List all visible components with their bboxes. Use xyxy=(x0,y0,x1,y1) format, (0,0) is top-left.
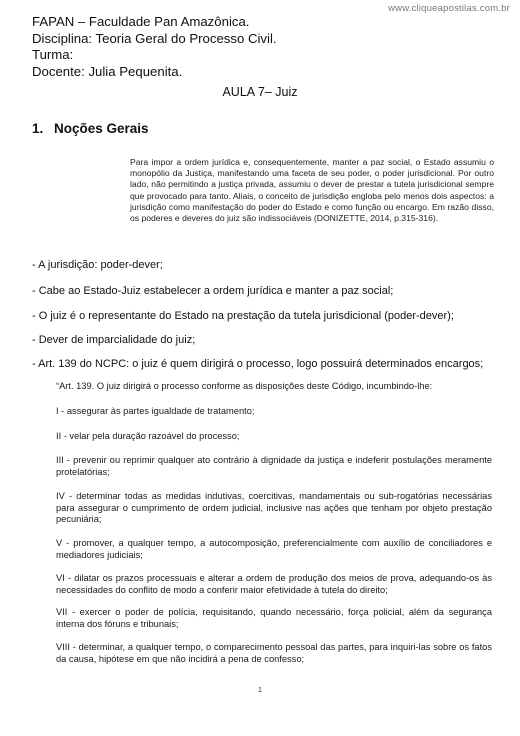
class-line: Turma: xyxy=(32,47,74,62)
article-item: IV - determinar todas as medidas indutivas, coercitivas, mandamentais ou sub-rogatórias necessárias para assegurar o cumprimento de ordem judicial, inclusive nas ações que tenham por objeto prestação pecuniária; xyxy=(56,491,492,525)
article-item: VII - exercer o poder de polícia, requisitando, quando necessário, força policial, além da segurança interna dos fóruns e tribunais; xyxy=(56,607,492,629)
section-number: 1. xyxy=(32,121,44,136)
watermark-url: www.cliqueapostilas.com.br xyxy=(388,3,510,14)
page-number: 1 xyxy=(257,685,263,694)
bullet-point: - Dever de imparcialidade do juiz; xyxy=(32,334,196,346)
section-title: Noções Gerais xyxy=(54,121,149,136)
bullet-point: - A jurisdição: poder-dever; xyxy=(32,259,163,271)
article-intro: “Art. 139. O juiz dirigirá o processo conforme as disposições deste Código, incumbindo-lhe: xyxy=(56,381,433,391)
discipline-line: Disciplina: Teoria Geral do Processo Civil. xyxy=(32,30,277,46)
document-header xyxy=(32,14,277,80)
lesson-title: AULA 7– Juiz xyxy=(222,85,298,99)
article-item: VIII - determinar, a qualquer tempo, o comparecimento pessoal das partes, para inquiri-las sobre os fatos da causa, hipótese em que não incidirá a pena de confesso; xyxy=(56,642,492,664)
bullet-point: - Art. 139 do NCPC: o juiz é quem dirigirá o processo, logo possuirá determinados encargos; xyxy=(32,358,484,370)
article-item: I - assegurar às partes igualdade de tratamento; xyxy=(56,406,255,416)
article-item: VI - dilatar os prazos processuais e alterar a ordem de produção dos meios de prova, adequando-os às necessidades do conflito de modo a conferir maior efetividade à tutela do direito; xyxy=(56,573,492,595)
article-item: II - velar pela duração razoável do processo; xyxy=(56,431,240,441)
article-item: III - prevenir ou reprimir qualquer ato contrário à dignidade da justiça e indeferir postulações meramente protelatórias; xyxy=(56,455,492,477)
bullet-point: - O juiz é o representante do Estado na prestação da tutela jurisdicional (poder-dever); xyxy=(32,310,454,322)
bullet-point: - Cabe ao Estado-Juiz estabelecer a ordem jurídica e manter a paz social; xyxy=(32,285,394,297)
institution-line: FAPAN – Faculdade Pan Amazônica. xyxy=(32,14,250,29)
block-quote: Para impor a ordem jurídica e, consequentemente, manter a paz social, o Estado assumiu o monopólio da Justiça, manifestando uma faceta de seu poder, o poder jurisdicional. Por outro lado, não permitindo a justiça privada, assumiu o dever de prestar a tutela jurisdicional sempre que provocado para tanto. Aliais, o conceito de jurisdição engloba pelo menos dois aspectos: a jurisdição como manifestação do poder do Estado e como função ou encargo. Em razão disso, os poderes e deveres do juiz são indissociáveis (DONIZETTE, 2014, p.315-316). xyxy=(130,157,494,224)
section-heading xyxy=(32,121,149,136)
teacher-line: Docente: Julia Pequenita. xyxy=(32,63,183,79)
article-item: V - promover, a qualquer tempo, a autocomposição, preferencialmente com auxílio de conciliadores e mediadores judiciais; xyxy=(56,538,492,560)
